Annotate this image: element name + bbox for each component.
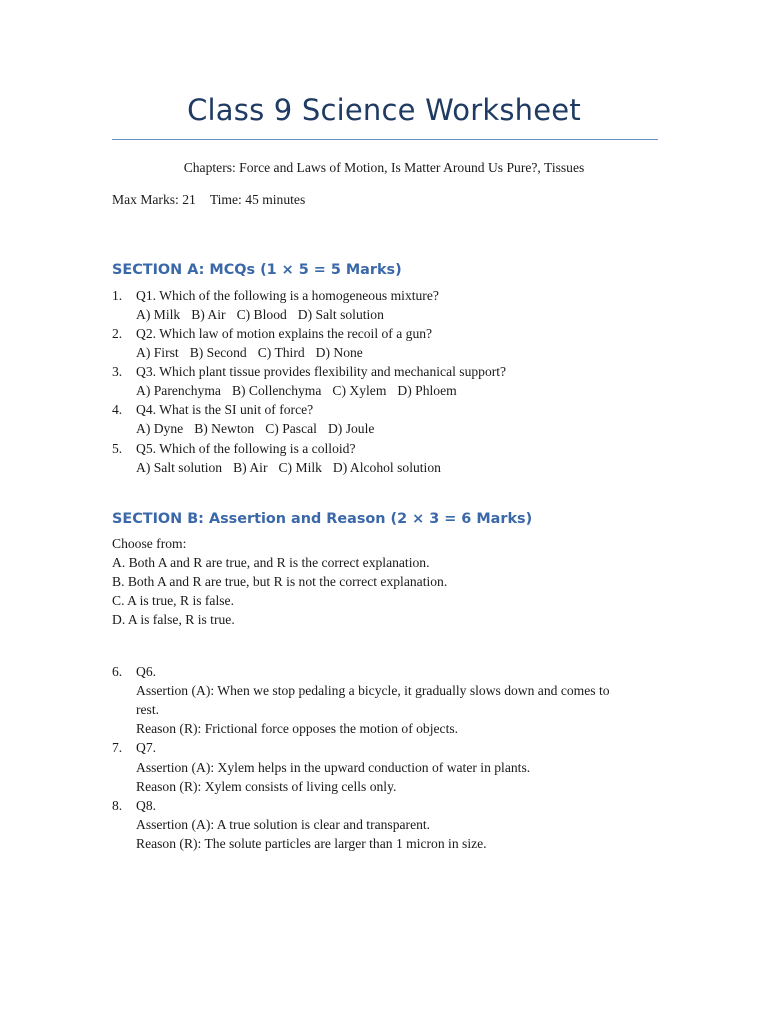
option: C) Milk <box>278 460 322 475</box>
question-options <box>136 306 384 324</box>
option: C) Blood <box>236 307 287 322</box>
question-options <box>136 382 457 400</box>
question-number: 3. <box>112 364 123 379</box>
choice-item: D. A is false, R is true. <box>112 612 235 627</box>
choice-item: A. Both A and R are true, and R is the correct explanation. <box>112 555 430 570</box>
option: B) Newton <box>194 421 255 436</box>
option: D) None <box>315 345 363 360</box>
section-a-heading: SECTION A: MCQs (1 × 5 = 5 Marks) <box>112 262 402 278</box>
question-label: Q6. <box>136 664 157 679</box>
assertion-text: Assertion (A): Xylem helps in the upward conduction of water in plants. <box>136 760 531 775</box>
question-text: Q5. Which of the following is a colloid? <box>136 441 356 456</box>
question-number: 2. <box>112 326 123 341</box>
reason-text: Reason (R): Frictional force opposes the motion of objects. <box>136 721 459 736</box>
assertion-text: Assertion (A): When we stop pedaling a bicycle, it gradually slows down and comes to <box>136 683 610 698</box>
page-title: Class 9 Science Worksheet <box>187 93 581 127</box>
title-divider <box>112 139 658 140</box>
option: B) Air <box>233 460 268 475</box>
question-number: 5. <box>112 441 123 456</box>
question-text: Q1. Which of the following is a homogeneous mixture? <box>136 288 439 303</box>
question-number: 8. <box>112 798 123 813</box>
question-text: Q2. Which law of motion explains the recoil of a gun? <box>136 326 433 341</box>
meta-line <box>112 191 305 209</box>
choice-item: B. Both A and R are true, but R is not the correct explanation. <box>112 574 448 589</box>
option: B) Collenchyma <box>231 383 322 398</box>
reason-text: Reason (R): Xylem consists of living cells only. <box>136 779 397 794</box>
question-options <box>136 459 441 477</box>
chapters-line: Chapters: Force and Laws of Motion, Is Matter Around Us Pure?, Tissues <box>183 160 585 175</box>
assertion-text: Assertion (A): A true solution is clear and transparent. <box>136 817 431 832</box>
option: B) Second <box>189 345 247 360</box>
choice-item: C. A is true, R is false. <box>112 593 234 608</box>
option: A) Parenchyma <box>136 383 221 398</box>
option: A) First <box>136 345 179 360</box>
question-number: 6. <box>112 664 123 679</box>
max-marks: Max Marks: 21 <box>112 192 196 207</box>
question-options <box>136 344 363 362</box>
option: C) Xylem <box>332 383 387 398</box>
section-b-heading: SECTION B: Assertion and Reason (2 × 3 = 6 Marks) <box>112 511 533 527</box>
question-label: Q7. <box>136 740 157 755</box>
question-label: Q8. <box>136 798 157 813</box>
option: D) Phloem <box>397 383 457 398</box>
option: A) Dyne <box>136 421 184 436</box>
option: D) Joule <box>327 421 375 436</box>
question-text: Q3. Which plant tissue provides flexibility and mechanical support? <box>136 364 507 379</box>
question-number: 1. <box>112 288 123 303</box>
question-text: Q4. What is the SI unit of force? <box>136 402 314 417</box>
option: C) Third <box>257 345 305 360</box>
time-limit: Time: 45 minutes <box>209 192 306 207</box>
option: A) Salt solution <box>136 460 223 475</box>
option: D) Salt solution <box>297 307 384 322</box>
choose-from-label: Choose from: <box>112 536 187 551</box>
assertion-text-continued: rest. <box>136 702 160 717</box>
option: C) Pascal <box>265 421 317 436</box>
question-number: 4. <box>112 402 123 417</box>
question-number: 7. <box>112 740 123 755</box>
option: A) Milk <box>136 307 181 322</box>
reason-text: Reason (R): The solute particles are larger than 1 micron in size. <box>136 836 487 851</box>
question-options <box>136 420 374 438</box>
option: D) Alcohol solution <box>332 460 441 475</box>
option: B) Air <box>191 307 226 322</box>
